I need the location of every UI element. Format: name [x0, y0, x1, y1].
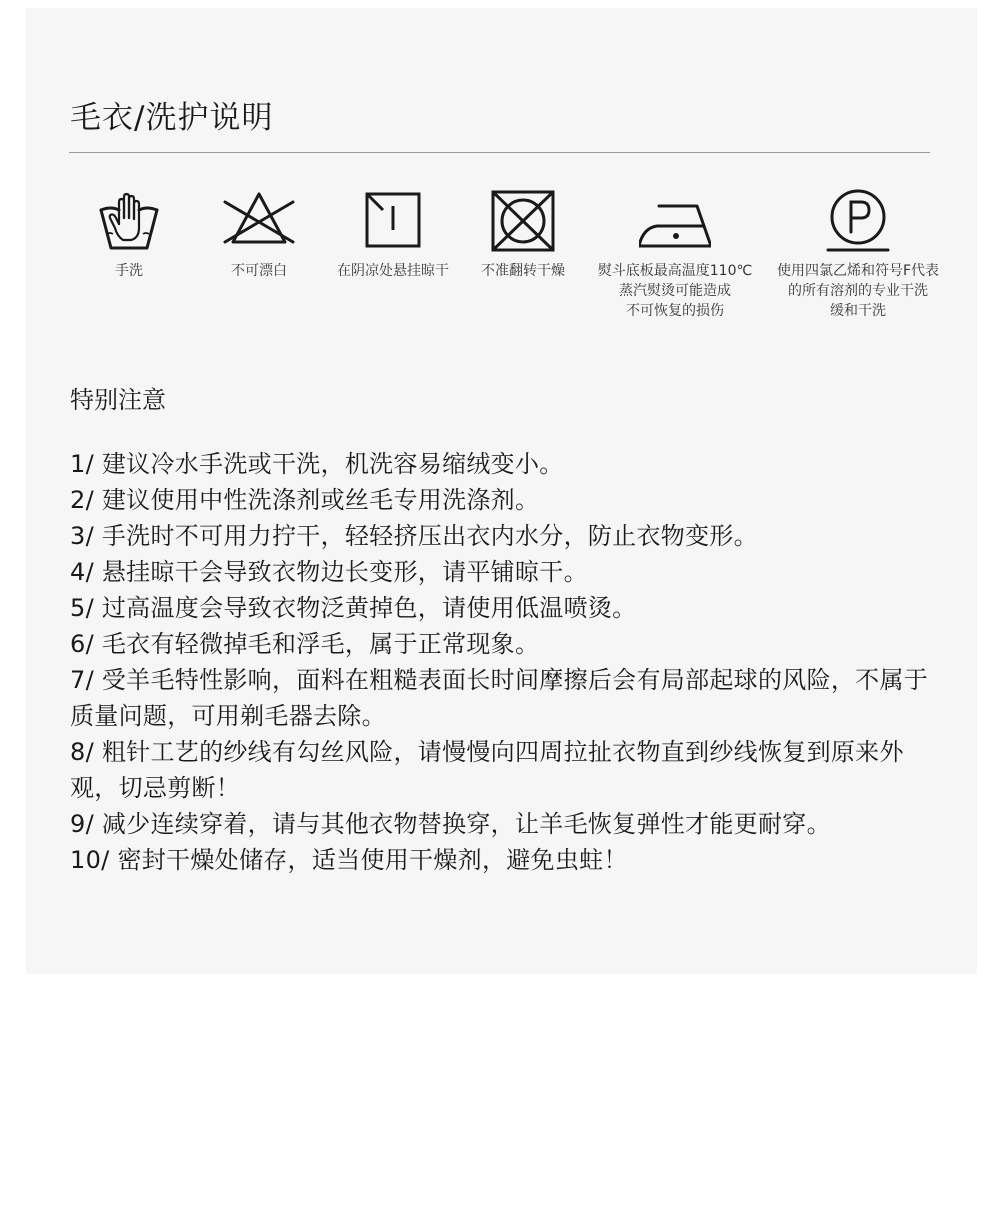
care-item-iron-medium — [582, 188, 768, 321]
care-label: 不可漂白 — [231, 263, 287, 279]
care-notes-list — [70, 446, 940, 878]
care-note: 9/ 减少连续穿着，请与其他衣物替换穿，让羊毛恢复弹性才能更耐穿。 — [70, 810, 831, 838]
no-bleach-icon — [223, 188, 295, 254]
care-note: 5/ 过高温度会导致衣物泛黄掉色，请使用低温喷烫。 — [70, 594, 637, 622]
care-item-dry-clean — [765, 188, 951, 321]
care-label: 使用四氯乙烯和符号F代表 的所有溶剂的专业干洗 缓和干洗 — [776, 263, 940, 319]
care-note: 7/ 受羊毛特性影响，面料在粗糙表面长时间摩擦后会有局部起球的风险，不属于质量问题，可用剃毛器去除。 — [70, 666, 929, 730]
care-label: 不准翻转干燥 — [481, 263, 565, 279]
care-note: 3/ 手洗时不可用力拧干，轻轻挤压出衣内水分，防止衣物变形。 — [70, 522, 758, 550]
care-label: 手洗 — [115, 263, 143, 279]
care-note: 8/ 粗针工艺的纱线有勾丝风险，请慢慢向四周拉扯衣物直到纱线恢复到原来外观，切忌剪断！ — [70, 738, 904, 802]
line-dry-shade-icon — [357, 188, 429, 254]
page-title: 毛衣/洗护说明 — [70, 100, 274, 136]
care-note: 6/ 毛衣有轻微掉毛和浮毛，属于正常现象。 — [70, 630, 540, 658]
care-note: 1/ 建议冷水手洗或干洗，机洗容易缩绒变小。 — [70, 450, 564, 478]
notice-heading: 特别注意 — [70, 386, 166, 414]
care-label: 熨斗底板最高温度110℃ 蒸汽熨烫可能造成 不可恢复的损伤 — [597, 263, 753, 319]
dry-clean-p-icon — [822, 188, 894, 254]
iron-medium-icon — [639, 188, 711, 254]
care-symbols-row — [36, 188, 964, 328]
care-note: 4/ 悬挂晾干会导致衣物边长变形，请平铺晾干。 — [70, 558, 588, 586]
care-note: 2/ 建议使用中性洗涤剂或丝毛专用洗涤剂。 — [70, 486, 540, 514]
title-divider — [69, 152, 930, 153]
hand-wash-icon — [93, 188, 165, 254]
no-tumble-dry-icon — [487, 188, 559, 254]
care-label: 在阴凉处悬挂晾干 — [337, 263, 449, 279]
care-note: 10/ 密封干燥处储存，适当使用干燥剂，避免虫蛀！ — [70, 846, 628, 874]
